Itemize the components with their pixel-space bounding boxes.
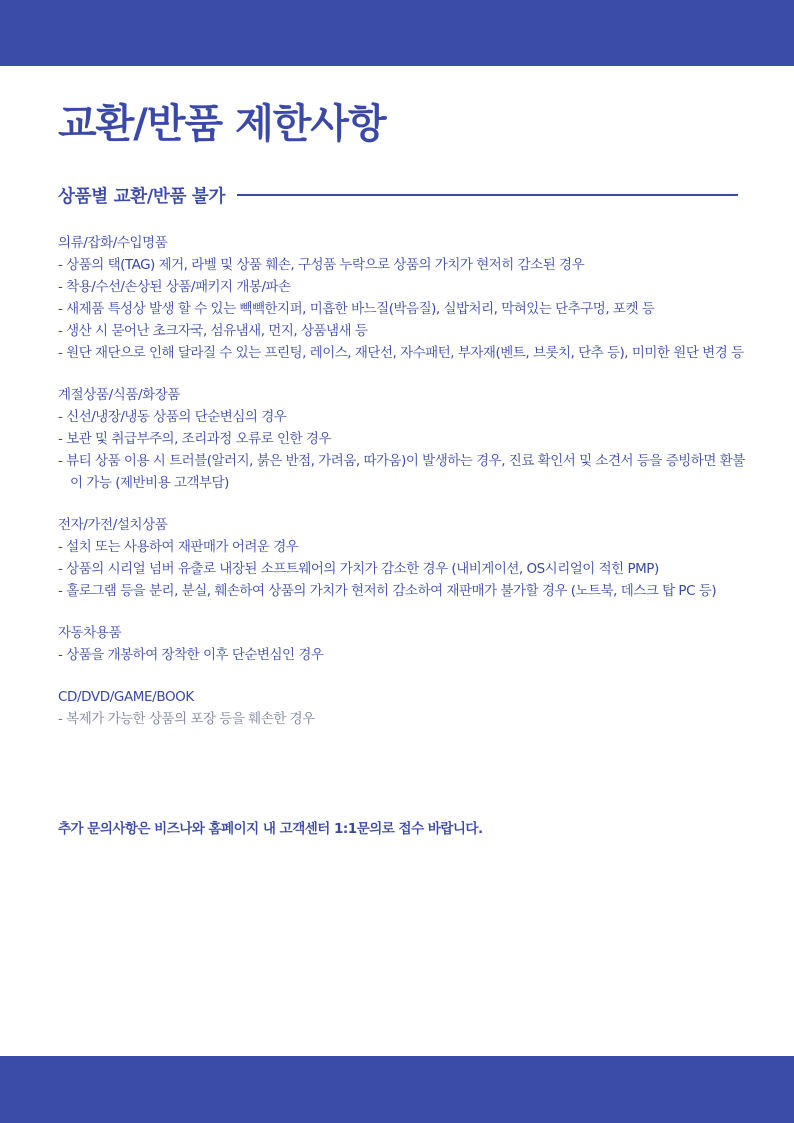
list-item: - 상품의 택(TAG) 제거, 라벨 및 상품 훼손, 구성품 누락으로 상품의 가치가 현저히 감소된 경우: [58, 257, 585, 273]
list-item: - 원단 재단으로 인해 달라질 수 있는 프린팅, 레이스, 재단선, 자수패턴, 부자재(벤트, 브롯치, 단추 등), 미미한 원단 변경 등: [58, 345, 744, 361]
list-item: - 보관 및 취급부주의, 조리과정 오류로 인한 경우: [58, 431, 331, 447]
list-item: - 뷰티 상품 이용 시 트러블(알러지, 붉은 반점, 가려움, 따가움)이 발생하는 경우, 진료 확인서 및 소견서 등을 증빙하면 환불이 가능 (제반비용 고객부담): [58, 453, 745, 491]
category-clothing: [58, 232, 748, 364]
list-item: - 새제품 특성상 발생 할 수 있는 빽빽한지퍼, 미흡한 바느질(박음질), 실밥처리, 막혀있는 단추구멍, 포켓 등: [58, 301, 655, 317]
section-title: 상품별 교환/반품 불가: [58, 186, 226, 207]
category-media: [58, 686, 748, 730]
list-item: - 상품을 개봉하여 장착한 이후 단순변심인 경우: [58, 647, 324, 663]
list-item: - 생산 시 묻어난 초크자국, 섬유냄새, 먼지, 상품냄새 등: [58, 323, 368, 339]
header-band: [0, 0, 794, 66]
restrictions-list: [58, 232, 748, 750]
category-title: CD/DVD/GAME/BOOK: [58, 689, 194, 705]
category-title: 계절상품/식품/화장품: [58, 387, 181, 403]
category-title: 자동차용품: [58, 625, 122, 641]
category-title: 전자/가전/설치상품: [58, 517, 168, 533]
list-item: - 복제가 가능한 상품의 포장 등을 훼손한 경우: [58, 711, 315, 727]
category-title: 의류/잡화/수입명품: [58, 235, 168, 251]
page-title: 교환/반품 제한사항: [58, 101, 386, 147]
list-item: - 신선/냉장/냉동 상품의 단순변심의 경우: [58, 409, 287, 425]
list-item: - 상품의 시리얼 넘버 유출로 내장된 소프트웨어의 가치가 감소한 경우 (내비게이션, OS시리얼이 적힌 PMP): [58, 561, 659, 577]
list-item: - 설치 또는 사용하여 재판매가 어려운 경우: [58, 539, 299, 555]
section-header: [58, 182, 738, 208]
footer-band: [0, 1056, 794, 1123]
list-item: - 착용/수선/손상된 상품/패키지 개봉/파손: [58, 279, 291, 295]
section-divider: [237, 194, 738, 196]
category-seasonal-food-cosmetics: [58, 384, 748, 494]
list-item: - 홀로그램 등을 분리, 분실, 훼손하여 상품의 가치가 현저히 감소하여 재판매가 불가할 경우 (노트북, 데스크 탑 PC 등): [58, 583, 717, 599]
category-electronics: [58, 514, 748, 602]
category-automotive: [58, 622, 748, 666]
contact-note: 추가 문의사항은 비즈나와 홈페이지 내 고객센터 1:1문의로 접수 바랍니다.: [58, 821, 483, 837]
